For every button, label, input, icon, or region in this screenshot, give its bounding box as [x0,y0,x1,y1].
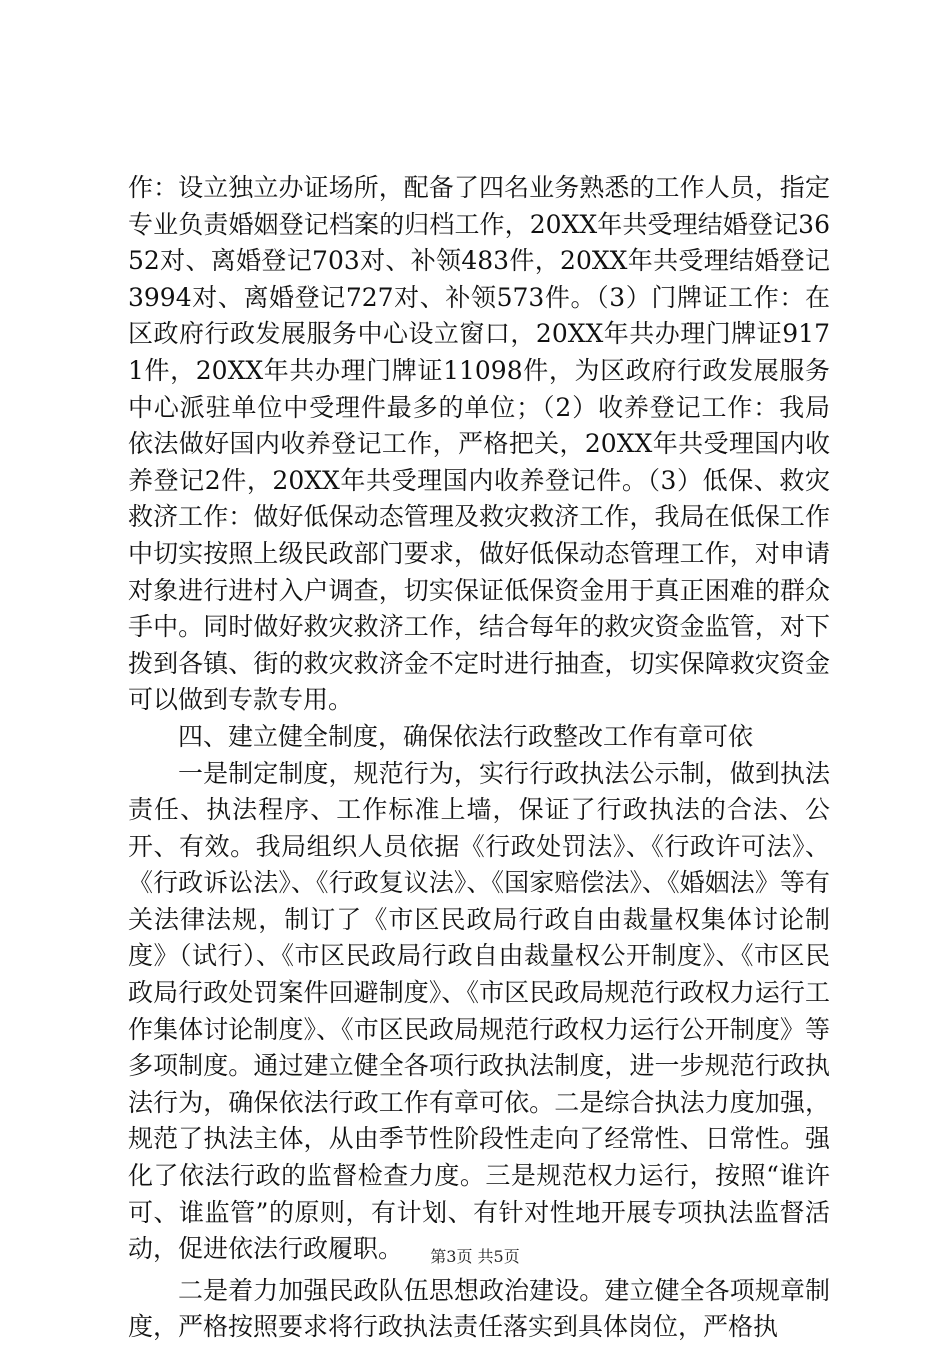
paragraph-registration-work: 作：设立独立办证场所，配备了四名业务熟悉的工作人员，指定专业负责婚姻登记档案的归档工作，20XX年共受理结婚登记3652对、离婚登记703对、补领483件，20XX年共受理结婚登记3994对、离婚登记727对、补领573件。（3）门牌证工作：在区政府行政发展服务中心设立窗口，20XX年共办理门牌证9171件，20XX年共办理门牌证11098件，为区政府行政发展服务中心派驻单位中受理件最多的单位；（2）收养登记工作：我局依法做好国内收养登记工作，严格把关，20XX年共受理国内收养登记2件，20XX年共受理国内收养登记件。（3）低保、救灾救济工作：做好低保动态管理及救灾救济工作，我局在低保工作中切实按照上级民政部门要求，做好低保动态管理工作，对申请对象进行进村入户调查，切实保证低保资金用于真正困难的群众手中。同时做好救灾救济工作，结合每年的救灾资金监管，对下拨到各镇、街的救灾救济金不定时进行抽查，切实保障救灾资金可以做到专款专用。 [128,173,830,715]
document-body [128,170,830,1346]
paragraph-team-building: 二是着力加强民政队伍思想政治建设。建立健全各项规章制度，严格按照要求将行政执法责任落实到具体岗位，严格执 [128,1275,830,1342]
paragraph-system-building: 一是制定制度，规范行为，实行行政执法公示制，做到执法责任、执法程序、工作标准上墙，保证了行政执法的合法、公开、有效。我局组织人员依据《行政处罚法》、《行政许可法》、《行政诉讼法》、《行政复议法》、《国家赔偿法》、《婚姻法》等有关法律法规，制订了《市区民政局行政自由裁量权集体讨论制度》（试行）、《市区民政局行政自由裁量权公开制度》、《市区民政局行政处罚案件回避制度》、《市区民政局规范行政权力运行工作集体讨论制度》、《市区民政局规范行政权力运行公开制度》等多项制度。通过建立健全各项行政执法制度，进一步规范行政执法行为，确保依法行政工作有章可依。二是综合执法力度加强，规范了执法主体，从由季节性阶段性走向了经常性、日常性。强化了依法行政的监督检查力度。三是规范权力运行，按照“谁许可、谁监管”的原则，有计划、有针对性地开展专项执法监督活动，促进依法行政履职。 [128,758,830,1264]
page-number-footer: 第3页 共5页 [430,1247,520,1266]
section-heading-four: 四、建立健全制度，确保依法行政整改工作有章可依 [178,721,754,751]
